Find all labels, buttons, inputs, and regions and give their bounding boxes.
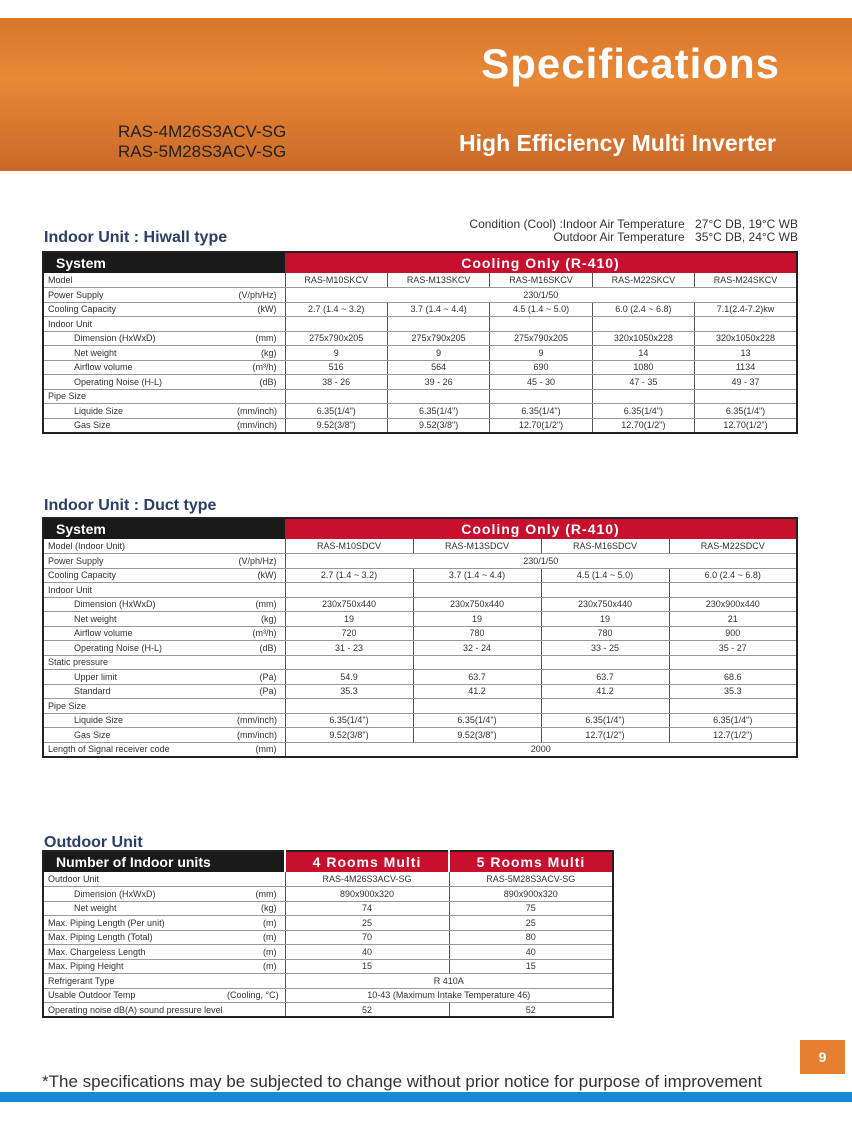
spec-value: RAS-4M26S3ACV-SG (285, 872, 449, 887)
row-label: Liquide Size (43, 404, 233, 419)
spec-value: RAS-M16SKCV (490, 273, 592, 288)
spec-value: 25 (285, 916, 449, 931)
spec-value: RAS-5M28S3ACV-SG (449, 872, 613, 887)
spec-value: 12.70(1/2") (695, 418, 797, 433)
spec-value: RAS-M22SKCV (592, 273, 694, 288)
spec-value (541, 583, 669, 598)
spec-value: 9 (387, 346, 489, 361)
condition-indoor-value: 27°C DB, 19°C WB (695, 217, 798, 231)
table-row (43, 959, 613, 974)
row-label: Dimension (HxWxD) (43, 331, 233, 346)
row-label: Usable Outdoor Temp (43, 988, 223, 1003)
spec-value: 41.2 (413, 684, 541, 699)
row-unit: (m) (223, 945, 285, 960)
spec-value (490, 317, 592, 332)
row-unit: (m³/h) (233, 360, 285, 375)
spec-value: 9.52(3/8") (285, 418, 387, 433)
table-row (43, 360, 797, 375)
row-label: Refrigerant Type (43, 974, 223, 989)
spec-value: RAS-M13SDCV (413, 539, 541, 554)
spec-value: 230x750x440 (541, 597, 669, 612)
spec-value: 19 (541, 612, 669, 627)
condition-outdoor-value: 35°C DB, 24°C WB (695, 230, 798, 244)
spec-value: 32 - 24 (413, 641, 541, 656)
spec-value: 12.7(1/2") (669, 728, 797, 743)
spec-value: 6.35(1/4") (695, 404, 797, 419)
table-row (43, 375, 797, 390)
spec-value: 230x750x440 (285, 597, 413, 612)
spec-value: 2000 (285, 742, 797, 757)
spec-value: 2.7 (1.4 ~ 3.2) (285, 568, 413, 583)
row-unit: (mm) (223, 887, 285, 902)
table-row (43, 612, 797, 627)
row-label: Max. Piping Height (43, 959, 223, 974)
footer-bar (0, 1092, 852, 1102)
row-unit: (m) (223, 916, 285, 931)
row-label: Airflow volume (43, 360, 233, 375)
row-label: Cooling Capacity (43, 568, 233, 583)
spec-value: 320x1050x228 (592, 331, 694, 346)
spec-value: 75 (449, 901, 613, 916)
spec-value: 7.1(2.4-7.2)kw (695, 302, 797, 317)
spec-value: 9.52(3/8") (413, 728, 541, 743)
spec-value: RAS-M10SKCV (285, 273, 387, 288)
spec-value: 6.35(1/4") (285, 713, 413, 728)
column-header: 5 Rooms Multi (449, 851, 613, 872)
table-row (43, 670, 797, 685)
spec-value: 12.7(1/2") (541, 728, 669, 743)
row-unit: (mm/inch) (233, 418, 285, 433)
spec-value: 47 - 35 (592, 375, 694, 390)
spec-value (413, 699, 541, 714)
spec-value: 12.70(1/2") (592, 418, 694, 433)
table-row (43, 1003, 613, 1018)
row-label: Max. Chargeless Length (43, 945, 223, 960)
spec-value: 25 (449, 916, 613, 931)
spec-value: RAS-M22SDCV (669, 539, 797, 554)
table-row (43, 684, 797, 699)
table-header-row (43, 518, 797, 539)
spec-value: 19 (285, 612, 413, 627)
spec-value (285, 389, 387, 404)
row-label: Operating Noise (H-L) (43, 375, 233, 390)
spec-value: 780 (413, 626, 541, 641)
table-row (43, 699, 797, 714)
table-row (43, 568, 797, 583)
row-label: Dimension (HxWxD) (43, 887, 223, 902)
table-row (43, 916, 613, 931)
row-label: Model (Indoor Unit) (43, 539, 233, 554)
table-row (43, 713, 797, 728)
table-row (43, 728, 797, 743)
row-label: Dimension (HxWxD) (43, 597, 233, 612)
row-label: Power Supply (43, 288, 233, 303)
spec-value: 4.5 (1.4 ~ 5.0) (541, 568, 669, 583)
column-header: 4 Rooms Multi (285, 851, 449, 872)
model-name: RAS-5M28S3ACV-SG (118, 142, 287, 161)
row-label: Pipe Size (43, 389, 233, 404)
spec-value: 275x790x205 (387, 331, 489, 346)
row-unit: (kg) (233, 612, 285, 627)
row-unit (233, 583, 285, 598)
spec-value: 6.35(1/4") (285, 404, 387, 419)
row-unit: (m) (223, 930, 285, 945)
table-row (43, 389, 797, 404)
spec-value: 690 (490, 360, 592, 375)
spec-value: 68.6 (669, 670, 797, 685)
row-unit: (mm) (233, 742, 285, 757)
table-row (43, 626, 797, 641)
table-row (43, 742, 797, 757)
spec-value: 41.2 (541, 684, 669, 699)
table-row (43, 346, 797, 361)
row-label: Cooling Capacity (43, 302, 233, 317)
spec-value: 6.35(1/4") (413, 713, 541, 728)
spec-value: RAS-M24SKCV (695, 273, 797, 288)
condition-indoor-label: Indoor Air Temperature (562, 217, 685, 231)
duct-section-title: Indoor Unit : Duct type (44, 497, 217, 514)
spec-value (285, 583, 413, 598)
system-header: System (43, 518, 285, 539)
row-unit: (m³/h) (233, 626, 285, 641)
row-label: Pipe Size (43, 699, 233, 714)
spec-value: 80 (449, 930, 613, 945)
table-row (43, 554, 797, 569)
spec-value: 3.7 (1.4 ~ 4.4) (413, 568, 541, 583)
table-row (43, 539, 797, 554)
row-unit: (mm) (233, 597, 285, 612)
table-row (43, 945, 613, 960)
row-label: Net weight (43, 612, 233, 627)
spec-value: 9 (285, 346, 387, 361)
spec-value (285, 699, 413, 714)
row-label: Standard (43, 684, 233, 699)
row-unit: (Pa) (233, 684, 285, 699)
spec-value: 15 (449, 959, 613, 974)
hiwall-section-title: Indoor Unit : Hiwall type (44, 229, 228, 246)
spec-value: 516 (285, 360, 387, 375)
spec-value: 12.70(1/2") (490, 418, 592, 433)
spec-value: 275x790x205 (490, 331, 592, 346)
table-row (43, 418, 797, 433)
row-label: Liquide Size (43, 713, 233, 728)
row-label: Airflow volume (43, 626, 233, 641)
row-label: Indoor Unit (43, 583, 233, 598)
row-label: Gas Size (43, 728, 233, 743)
footnote: *The specifications may be subjected to change without prior notice for purpose of improvement (42, 1072, 763, 1091)
spec-value (541, 699, 669, 714)
spec-value: 230x900x440 (669, 597, 797, 612)
spec-value: 720 (285, 626, 413, 641)
spec-value (413, 583, 541, 598)
row-unit (233, 273, 285, 288)
table-row (43, 655, 797, 670)
spec-value (413, 655, 541, 670)
hiwall-spec-table (42, 251, 798, 434)
spec-value: 4.5 (1.4 ~ 5.0) (490, 302, 592, 317)
spec-value: 35.3 (669, 684, 797, 699)
spec-value: 9.52(3/8") (285, 728, 413, 743)
spec-value: 2.7 (1.4 ~ 3.2) (285, 302, 387, 317)
row-label: Max. Piping Length (Total) (43, 930, 223, 945)
table-row (43, 288, 797, 303)
spec-value (387, 389, 489, 404)
spec-value: 890x900x320 (449, 887, 613, 902)
spec-value: 40 (285, 945, 449, 960)
spec-value (695, 389, 797, 404)
row-unit: (kW) (233, 568, 285, 583)
table-row (43, 988, 613, 1003)
spec-value: 230/1/50 (285, 554, 797, 569)
row-unit (233, 655, 285, 670)
table-row (43, 930, 613, 945)
spec-value: 780 (541, 626, 669, 641)
row-unit (233, 539, 285, 554)
page-title: Specifications (481, 40, 780, 87)
spec-value (669, 655, 797, 670)
row-unit (233, 389, 285, 404)
row-label: Net weight (43, 901, 223, 916)
table-row (43, 302, 797, 317)
system-header: Number of Indoor units (43, 851, 285, 872)
spec-value: 890x900x320 (285, 887, 449, 902)
row-unit: (dB) (233, 375, 285, 390)
spec-value: 35 - 27 (669, 641, 797, 656)
row-label: Operating noise dB(A) sound pressure level (43, 1003, 223, 1018)
row-unit: (kg) (233, 346, 285, 361)
spec-value: 63.7 (413, 670, 541, 685)
outdoor-spec-table (42, 850, 614, 1018)
outdoor-section-title: Outdoor Unit (44, 834, 143, 851)
row-label: Max. Piping Length (Per unit) (43, 916, 223, 931)
spec-value: 63.7 (541, 670, 669, 685)
spec-value: 9.52(3/8") (387, 418, 489, 433)
spec-value (592, 389, 694, 404)
row-unit (233, 317, 285, 332)
spec-value: RAS-M16SDCV (541, 539, 669, 554)
spec-value: 21 (669, 612, 797, 627)
spec-value: 6.35(1/4") (541, 713, 669, 728)
spec-value: 6.35(1/4") (490, 404, 592, 419)
row-label: Indoor Unit (43, 317, 233, 332)
spec-value: 70 (285, 930, 449, 945)
spec-value: 54.9 (285, 670, 413, 685)
spec-value: 15 (285, 959, 449, 974)
spec-value: 275x790x205 (285, 331, 387, 346)
spec-value: 10-43 (Maximum Intake Temperature 46) (285, 988, 613, 1003)
row-unit: (V/ph/Hz) (233, 288, 285, 303)
row-unit: (V/ph/Hz) (233, 554, 285, 569)
spec-value: 900 (669, 626, 797, 641)
row-unit: (kW) (233, 302, 285, 317)
table-row (43, 404, 797, 419)
spec-value: RAS-M10SDCV (285, 539, 413, 554)
spec-value: 38 - 26 (285, 375, 387, 390)
refrigerant-header: Cooling Only (R-410) (285, 518, 797, 539)
spec-value: 6.0 (2.4 ~ 6.8) (669, 568, 797, 583)
row-unit: (mm/inch) (233, 728, 285, 743)
spec-value: 45 - 30 (490, 375, 592, 390)
spec-value: 6.35(1/4") (387, 404, 489, 419)
row-unit (223, 872, 285, 887)
spec-value (285, 655, 413, 670)
spec-value (695, 317, 797, 332)
spec-value: 74 (285, 901, 449, 916)
row-label: Power Supply (43, 554, 233, 569)
row-unit (223, 1003, 285, 1018)
spec-value: 39 - 26 (387, 375, 489, 390)
row-unit: (mm) (233, 331, 285, 346)
row-label: Model (43, 273, 233, 288)
table-row (43, 583, 797, 598)
spec-value: 230/1/50 (285, 288, 797, 303)
spec-value: 49 - 37 (695, 375, 797, 390)
table-header-row (43, 851, 613, 872)
row-unit: (Pa) (233, 670, 285, 685)
spec-value: 40 (449, 945, 613, 960)
row-unit: (dB) (233, 641, 285, 656)
refrigerant-header: Cooling Only (R-410) (285, 252, 797, 273)
spec-value (490, 389, 592, 404)
spec-value: 13 (695, 346, 797, 361)
header-banner (0, 18, 852, 171)
row-unit: (Cooling, °C) (223, 988, 285, 1003)
spec-value: 6.0 (2.4 ~ 6.8) (592, 302, 694, 317)
row-label: Gas Size (43, 418, 233, 433)
spec-value: 52 (449, 1003, 613, 1018)
table-row (43, 273, 797, 288)
table-row (43, 317, 797, 332)
table-row (43, 331, 797, 346)
spec-value: 564 (387, 360, 489, 375)
spec-value (285, 317, 387, 332)
spec-value: 35.3 (285, 684, 413, 699)
spec-value: 3.7 (1.4 ~ 4.4) (387, 302, 489, 317)
spec-value: RAS-M13SKCV (387, 273, 489, 288)
spec-value (669, 699, 797, 714)
spec-value: 320x1050x228 (695, 331, 797, 346)
row-label: Length of Signal receiver code (43, 742, 233, 757)
test-condition (469, 218, 798, 244)
row-unit: (mm/inch) (233, 404, 285, 419)
row-unit (223, 974, 285, 989)
spec-value: 31 - 23 (285, 641, 413, 656)
spec-value: 9 (490, 346, 592, 361)
spec-value (669, 583, 797, 598)
row-label: Upper limit (43, 670, 233, 685)
table-row (43, 901, 613, 916)
spec-value: 33 - 25 (541, 641, 669, 656)
row-label: Static pressure (43, 655, 233, 670)
row-label: Operating Noise (H-L) (43, 641, 233, 656)
table-row (43, 887, 613, 902)
table-row (43, 974, 613, 989)
row-unit: (m) (223, 959, 285, 974)
duct-spec-table (42, 517, 798, 758)
spec-value: 6.35(1/4") (669, 713, 797, 728)
spec-value: R 410A (285, 974, 613, 989)
spec-value: 6.35(1/4") (592, 404, 694, 419)
row-unit: (kg) (223, 901, 285, 916)
row-label: Outdoor Unit (43, 872, 223, 887)
table-header-row (43, 252, 797, 273)
page-subtitle: High Efficiency Multi Inverter (459, 130, 776, 156)
system-header: System (43, 252, 285, 273)
model-list (118, 122, 286, 162)
table-row (43, 597, 797, 612)
spec-value: 1080 (592, 360, 694, 375)
row-unit (233, 699, 285, 714)
row-unit: (mm/inch) (233, 713, 285, 728)
condition-prefix: Condition (Cool) : (469, 217, 563, 231)
spec-value (592, 317, 694, 332)
row-label: Net weight (43, 346, 233, 361)
condition-outdoor-label: Outdoor Air Temperature (553, 230, 685, 244)
spec-value: 1134 (695, 360, 797, 375)
model-name: RAS-4M26S3ACV-SG (118, 122, 287, 141)
spec-value: 52 (285, 1003, 449, 1018)
spec-value (387, 317, 489, 332)
table-row (43, 872, 613, 887)
page-number: 9 (800, 1040, 845, 1074)
spec-value: 14 (592, 346, 694, 361)
spec-value: 19 (413, 612, 541, 627)
spec-value: 230x750x440 (413, 597, 541, 612)
table-row (43, 641, 797, 656)
spec-value (541, 655, 669, 670)
